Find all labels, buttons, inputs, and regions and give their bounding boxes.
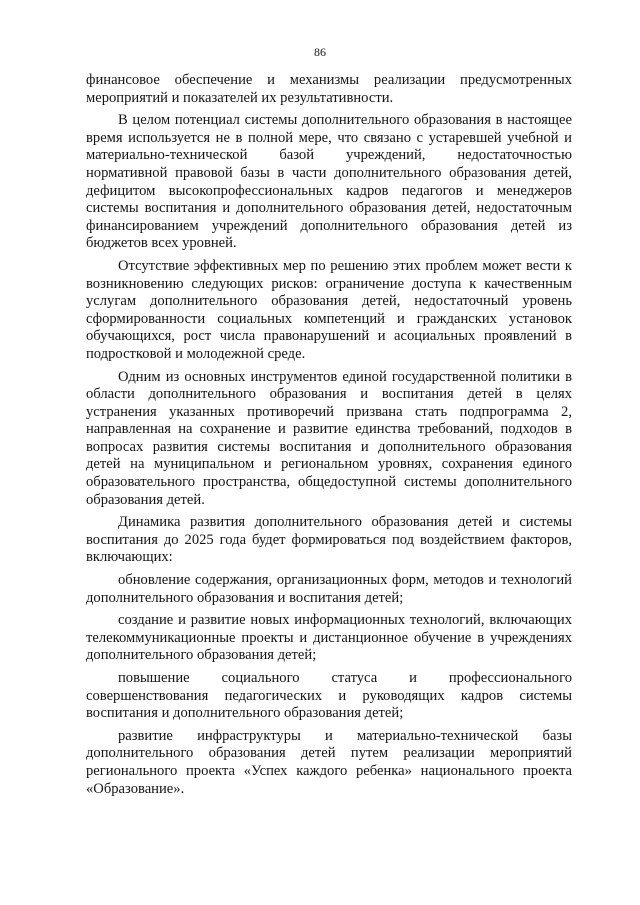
page-number: 86 bbox=[314, 45, 326, 59]
list-item-content-update: обновление содержания, организационных форм, методов и технологий дополнительного образования и воспитания детей; bbox=[86, 572, 572, 606]
paragraph-risks: Отсутствие эффективных мер по решению этих проблем может вести к возникновению следующих рисков: ограничение доступа к качественным услугам дополнительного образования детей, недостаточный уровень сформированности социальных компетенций и гражданских установок обучающихся, рост числа правонарушений и асоциальных проявлений в подростковой и молодежной среде. bbox=[86, 257, 572, 362]
paragraph-potential: В целом потенциал системы дополнительного образования в настоящее время используется не в полной мере, что связано с устаревшей учебной и материально-технической базой учреждений, недостаточностью нормативной правовой базы в части дополнительного образования детей, дефицитом высокопрофессиональных кадров педагогов и менеджеров системы воспитания и дополнительного образования детей, недостаточным финансированием учреждений дополнительного образования детей из бюджетов всех уровней. bbox=[86, 112, 572, 252]
list-item-information-technologies: создание и развитие новых информационных технологий, включающих телекоммуникационные проекты и дистанционное обучение в учреждениях дополнительного образования детей; bbox=[86, 612, 572, 664]
document-body bbox=[86, 72, 572, 803]
paragraph-continuation: финансовое обеспечение и механизмы реализации предусмотренных мероприятий и показателей их результативности. bbox=[86, 72, 572, 106]
paragraph-dynamics: Динамика развития дополнительного образования детей и системы воспитания до 2025 года будет формироваться под воздействием факторов, включающих: bbox=[86, 514, 572, 566]
list-item-staff-status: повышение социального статуса и профессионального совершенствования педагогических и руководящих кадров системы воспитания и дополнительного образования детей; bbox=[86, 670, 572, 722]
paragraph-subprogram: Одним из основных инструментов единой государственной политики в области дополнительного образования и воспитания детей в целях устранения указанных противоречий призвана стать подпрограмма 2, направленная на сохранение и развитие единства требований, подходов в вопросах развития системы воспитания и дополнительного образования детей на муниципальном и региональном уровнях, сохранения единого образовательного пространства, общедоступной системы дополнительного образования детей. bbox=[86, 368, 572, 508]
list-item-infrastructure: развитие инфраструктуры и материально-технической базы дополнительного образования детей путем реализации мероприятий регионального проекта «Успех каждого ребенка» национального проекта «Образование». bbox=[86, 727, 572, 797]
